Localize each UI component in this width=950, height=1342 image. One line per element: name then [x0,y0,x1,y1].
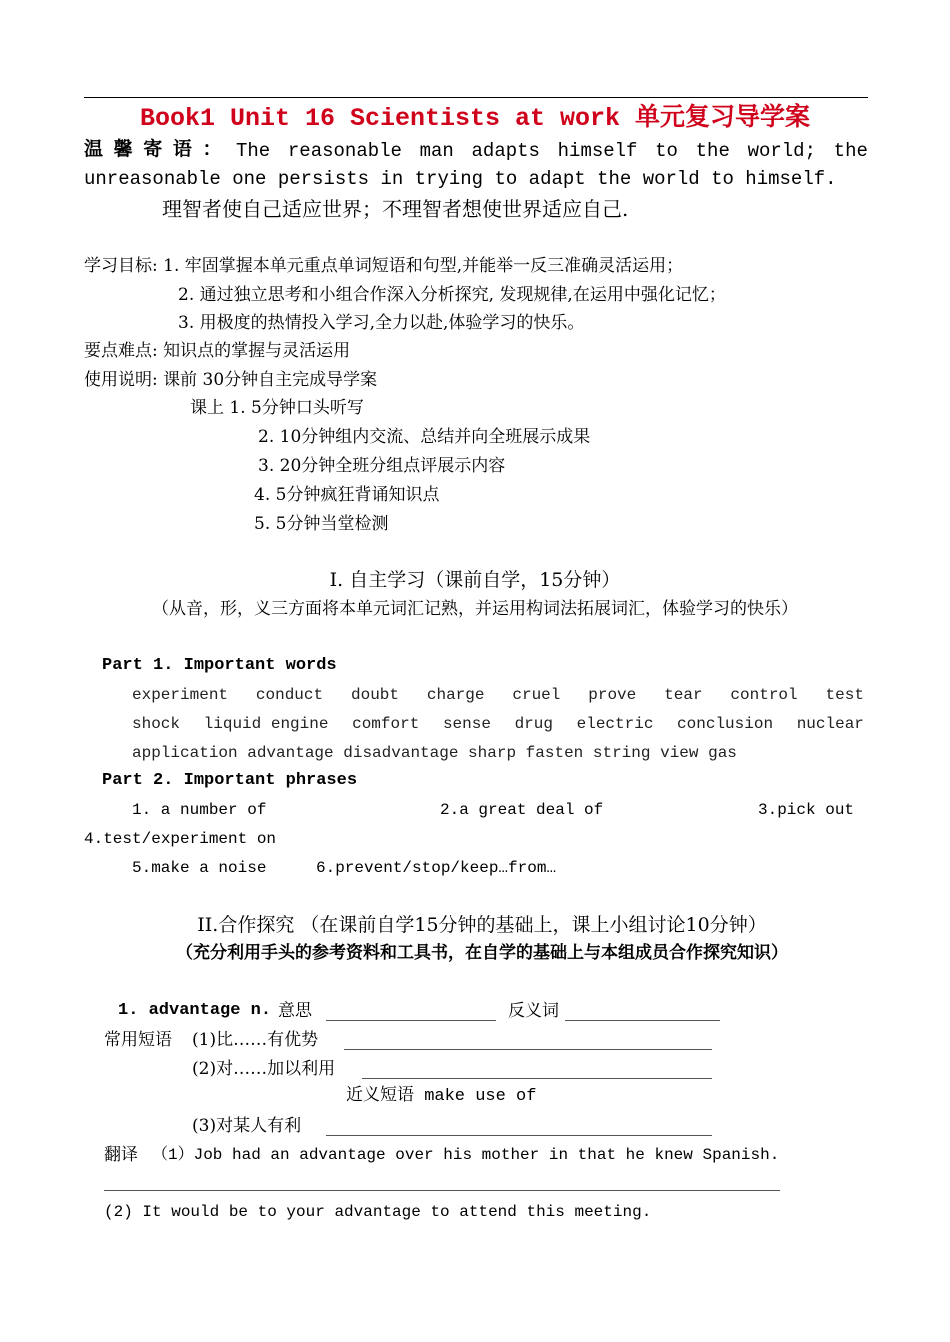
phrase-6: 6.prevent/stop/keep…from… [316,859,557,877]
phrase-p2: (2)对……加以利用 [192,1059,336,1079]
vocab-word: drug [514,715,553,733]
vocab-word: shock [132,715,181,733]
motto-word: himself [557,140,638,162]
motto-word: The [236,140,271,162]
vocab-word: experiment [132,686,229,704]
translate-sentence-2: (2) It would be to your advantage to attend this meeting. [104,1203,652,1221]
words-row-3: application advantage disadvantage sharp fasten string view gas [132,744,737,762]
translate-label: 翻译 [104,1145,138,1165]
goals-item-1: 学习目标: 1. 牢固掌握本单元重点单词短语和句型,并能举一反三准确灵活运用； [84,256,684,276]
usage-line-3: 2. 10分钟组内交流、总结并向全班展示成果 [258,427,591,447]
motto-word: to [655,140,678,162]
motto-line-1 [236,140,868,162]
goals-item-3: 3. 用极度的热情投入学习,全力以赴,体验学习的快乐。 [178,313,585,333]
words-row-2 [132,715,864,733]
vocab-word: cruel [512,686,561,704]
motto-word: adapts [471,140,540,162]
vocab-word: prove [588,686,637,704]
meaning-label: 意思 [278,1001,312,1021]
motto-label: 温 馨 寄 语 ： [84,138,224,160]
section-1-subtitle: （从音，形，义三方面将本单元词汇记熟，并运用构词法拓展词汇，体验学习的快乐） [152,599,798,619]
vocab-word: control [730,686,798,704]
vocab-word: conduct [255,686,324,704]
motto-chinese: 理智者使自己适应世界；不理智者想使世界适应自己. [162,197,629,221]
p2-blank[interactable] [362,1078,712,1079]
vocab-word: doubt [350,686,399,704]
vocab-word: electric [576,715,654,733]
motto-line-2: unreasonable one persists in trying to adapt the world to himself. [84,168,837,190]
phrase-1: 1. a number of [132,801,267,819]
usage-line-6: 5. 5分钟当堂检测 [254,514,389,534]
motto-word: the [695,140,730,162]
phrase-p3: (3)对某人有利 [192,1116,302,1136]
phrase-3: 3.pick out [758,801,855,819]
usage-line-5: 4. 5分钟疯狂背诵知识点 [254,485,440,505]
p3-blank[interactable] [326,1135,712,1136]
words-row-1 [132,686,864,704]
vocab-word: charge [426,686,485,704]
phrase-2: 2.a great deal of [440,801,604,819]
vocab-word: tear [664,686,703,704]
section-1-heading: I. 自主学习（课前自学，15分钟） [329,569,621,591]
item-1-label: 1. advantage n. [118,1001,272,1020]
part-1-title: Part 1. Important words [102,656,337,675]
vocab-word: sense [442,715,491,733]
vocab-word: test [825,686,864,704]
usage-line-4: 3. 20分钟全班分组点评展示内容 [258,456,506,476]
translate-sentence-1: （1）Job had an advantage over his mother in that he knew Spanish. [152,1146,780,1164]
vocab-word: conclusion [677,715,774,733]
phrase-4: 4.test/experiment on [84,830,277,848]
page-title: Book1 Unit 16 Scientists at work 单元复习导学案 [139,104,811,133]
section-2-subtitle: （充分利用手头的参考资料和工具书，在自学的基础上与本组成员合作探究知识） [176,943,788,963]
vocab-word: comfort [352,715,420,733]
vocab-word: liquid engine [203,715,329,733]
motto-word: man [419,140,454,162]
motto-word: the [833,140,868,162]
meaning-blank[interactable] [326,1020,496,1021]
top-rule [84,97,868,98]
motto-word: world; [747,140,816,162]
phrases-label: 常用短语 [104,1030,172,1050]
usage-line-2: 课上 1. 5分钟口头听写 [190,398,364,418]
usage-line-1: 使用说明: 课前 30分钟自主完成导学案 [84,370,378,390]
goals-item-2: 2. 通过独立思考和小组合作深入分析探究, 发现规律,在运用中强化记忆； [178,285,726,305]
vocab-word: nuclear [796,715,864,733]
phrase-5: 5.make a noise [132,859,267,877]
antonym-label: 反义词 [508,1001,559,1021]
antonym-blank[interactable] [565,1020,720,1021]
motto-word: reasonable [287,140,402,162]
synonym-phrase: 近义短语 make use of [346,1087,537,1106]
phrase-p1: (1)比……有优势 [192,1030,319,1050]
p1-blank[interactable] [344,1049,712,1050]
translate-1-blank[interactable] [104,1190,780,1191]
section-2-heading: II.合作探究 （在课前自学15分钟的基础上，课上小组讨论10分钟） [197,914,767,936]
key-points: 要点难点: 知识点的掌握与灵活运用 [84,341,351,361]
part-2-title: Part 2. Important phrases [102,771,358,790]
